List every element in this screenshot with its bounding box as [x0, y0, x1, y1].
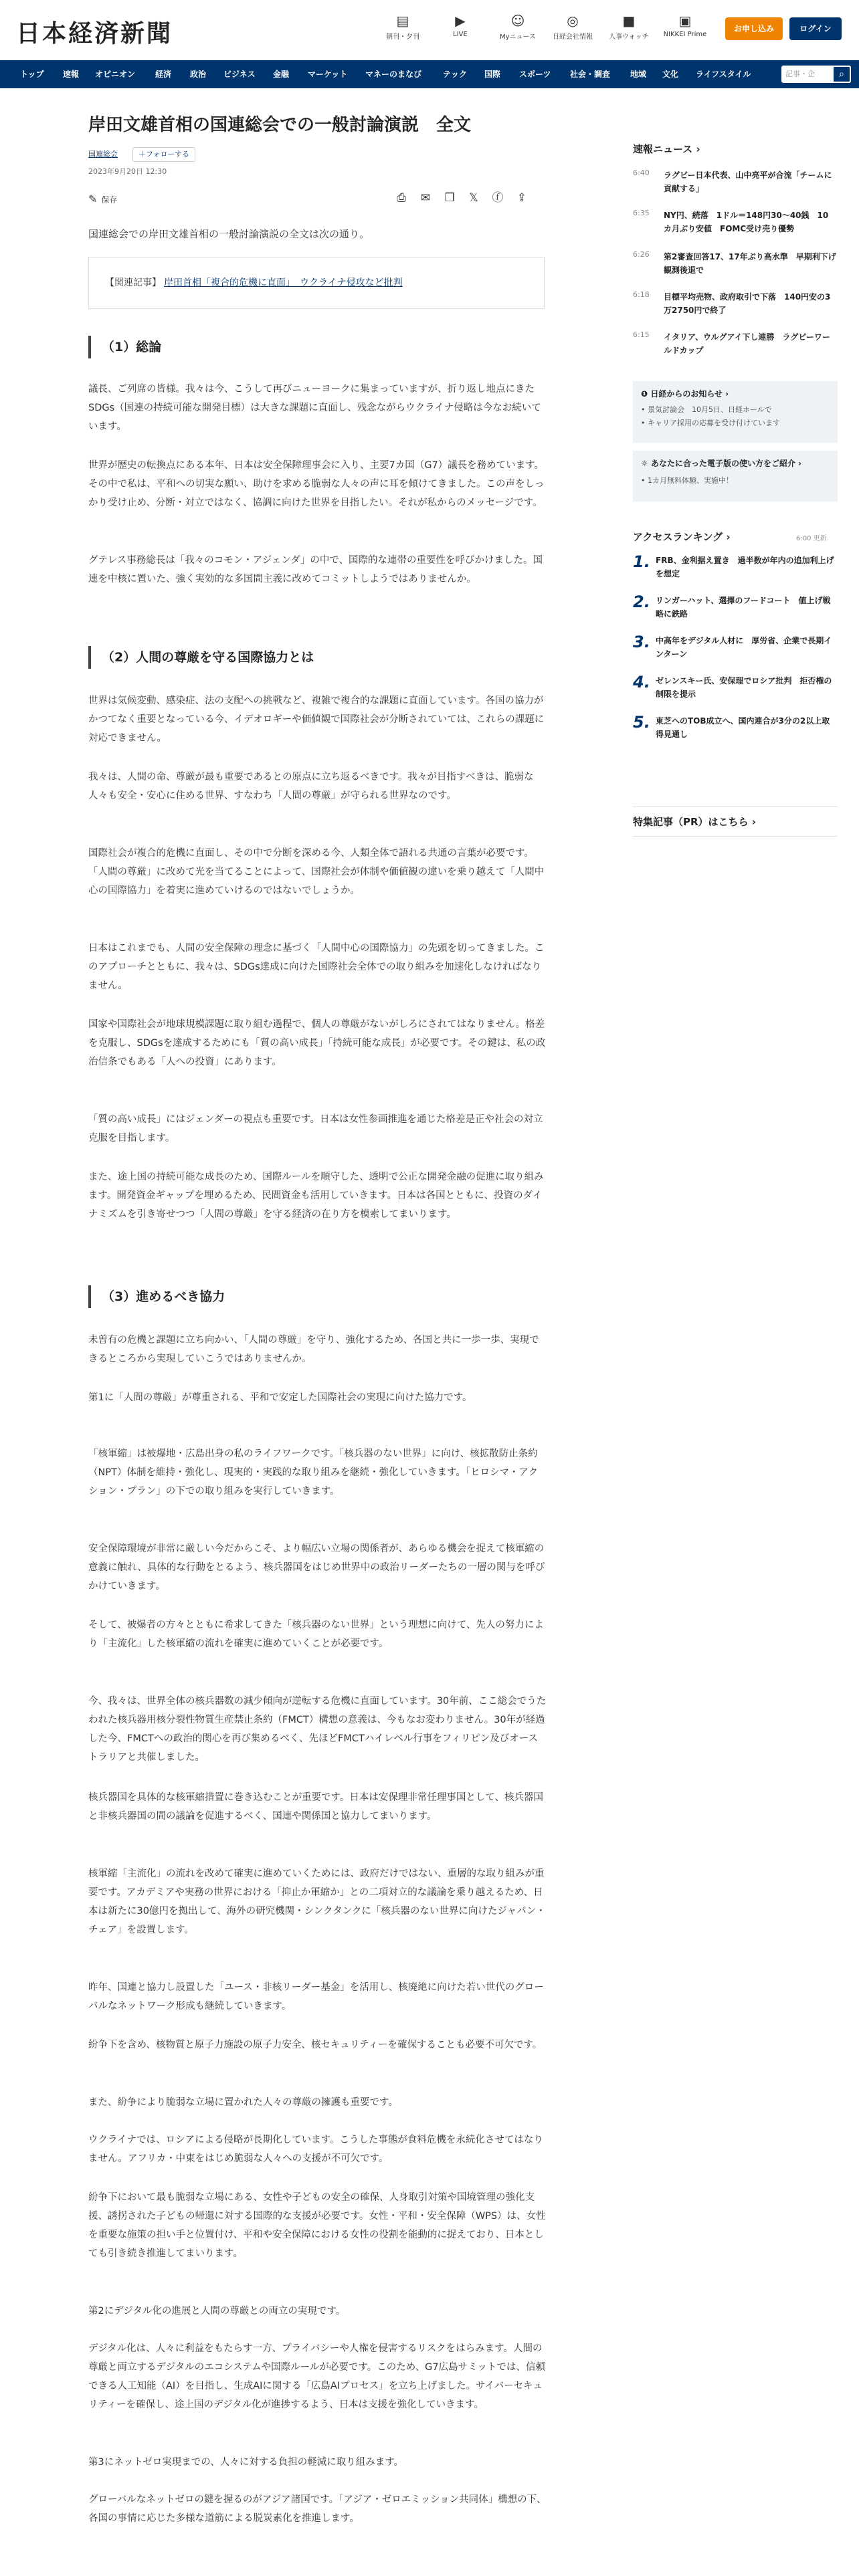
nav-item[interactable]: 金融 — [273, 70, 290, 79]
edition-link[interactable]: ▤ 朝刊・夕刊 — [380, 11, 425, 41]
login-button[interactable]: ログイン — [789, 17, 842, 40]
person-icon: ☺ — [510, 13, 525, 29]
breaking-news-item[interactable]: 6:35 NY円、続落 1ドル＝148円30～40銭 10カ月ぶり安値 FOMC受け売り優勢 — [633, 209, 829, 233]
paragraph: 核兵器国を具体的な核軍縮措置に巻き込むことが重要です。日本は安保理非常任理事国として、核兵器国と非核兵器国の間の議論を促進するべく、国連や関係国と協力してまいります。 — [88, 1792, 544, 1822]
article-lead: 国連総会での岸田文雄首相の一般討論演説の全文は次の通り。 — [88, 228, 370, 240]
prime-link[interactable]: ▣ NIKKEI Prime — [662, 11, 708, 38]
facebook-icon[interactable]: ⓕ — [492, 191, 504, 205]
paragraph: 安全保障環境が非常に厳しい今だからこそ、より幅広い立場の関係者が、あらゆる機会を捉えて核軍縮の意義に触れ、具体的な行動をとるよう、核兵器国をはじめ世界中の政治リーダーたちの一層の関与を呼びかけていきます。 — [88, 1543, 545, 1592]
section-heading: （2）人間の尊厳を守る国際協力とは — [88, 646, 547, 669]
nav-item[interactable]: 文化 — [662, 70, 679, 79]
ranking-item[interactable]: 2. リンガーハット、選擇のフードコート 値上げ戦略に鉄路 — [633, 593, 831, 619]
special-features-link[interactable]: 特集記事（PR）はこちら › — [633, 816, 756, 828]
share-icon[interactable]: ⇪ — [516, 191, 527, 205]
paragraph: 紛争下において最も脆弱な立場にある、女性や子どもの安全の確保、人身取引対策や国境管理の強化支援、誘拐された子どもの帰還に対する国際的な支援が必要です。女性・平和・安全保障（WPS）は、女性を重要な施策の担い手と位置付け、平和や安全保障における女性の役割を能動的に捉えており、日本としても引き続き推進してまいります。 — [88, 2192, 546, 2259]
save-button[interactable]: ✎ 保存 — [88, 193, 118, 205]
paragraph: 「核軍縮」は被爆地・広島出身の私のライフワークです。「核兵器のない世界」に向け、核拡散防止条約（NPT）体制を維持・強化し、現実的・実践的な取り組みを継続・強化していきます。「ヒロシマ・アクション・プラン」の下での取り組みを実行していきます。 — [88, 1448, 539, 1497]
chevron-right-icon: › — [723, 531, 731, 543]
notice-item[interactable]: • キャリア採用の応募を受け付けています — [641, 419, 780, 427]
related-prefix: 【関連記事】 — [105, 278, 161, 288]
watch-icon: ■ — [622, 13, 636, 29]
article-title: 岸田文雄首相の国連総会での一般討論演説 全文 — [88, 115, 472, 135]
prime-icon: ▣ — [678, 13, 692, 29]
nav-item[interactable]: 国際 — [484, 70, 501, 79]
chevron-right-icon: › — [748, 816, 756, 828]
paragraph: 世界は気候変動、感染症、法の支配への挑戦など、複雑で複合的な課題に直面しています。各国の協力がかつてなく重要となっている今、イデオロギーや価値観で国際社会が分断されていては、これらの課題に対応できません。 — [88, 695, 545, 744]
paragraph: ウクライナでは、ロシアによる侵略が長期化しています。こうした事態が食料危機を永続化させてはなりません。アフリカ・中東をはじめ脆弱な人々への支援が不可欠です。 — [88, 2135, 543, 2164]
nav-item[interactable]: 経済 — [155, 70, 172, 79]
nav-item[interactable]: オピニオン — [95, 70, 136, 79]
paragraph: 議長、ご列席の皆様。我々は今、こうして再びニューヨークに集まっていますが、折り返し地点にきたSDGs（国連の持続可能な開発目標）は大きな課題に直面し、残念ながらウクライナ侵略は今なお続いています。 — [88, 384, 541, 432]
search-box[interactable] — [781, 66, 851, 83]
usage-guide-item[interactable]: • 1カ月無料体験、実施中！ — [641, 476, 733, 485]
nav-item[interactable]: 地域 — [630, 70, 647, 79]
paragraph: 我々は、人間の命、尊厳が最も重要であるとの原点に立ち返るべきです。我々が目指すべきは、脆弱な人々も安全・安心に住める世界、すなわち「人間の尊厳」が守られる世界なのです。 — [88, 772, 534, 801]
site-header — [0, 0, 859, 58]
nav-item[interactable]: ライフスタイル — [696, 70, 751, 79]
search-input[interactable]: 記事・企 — [785, 70, 815, 78]
notice-item[interactable]: • 景気討論会 10月5日、日経ホールで — [641, 405, 772, 414]
ranking-heading[interactable]: アクセスランキング › — [633, 531, 731, 543]
nav-item[interactable]: マネーのまなび — [365, 70, 422, 79]
copy-icon[interactable]: ❐ — [444, 191, 455, 205]
topic-link[interactable]: 国連総会 — [88, 150, 118, 158]
ranking-item[interactable]: 5. 東芝へのTOB成立へ、国内連合が3分の2以上取得見通し — [633, 713, 830, 739]
paragraph: また、紛争により脆弱な立場に置かれた人々の尊厳の擁護も重要です。 — [88, 2097, 398, 2108]
paragraph: 第3にネットゼロ実現までの、人々に対する負担の軽減に取り組みます。 — [88, 2457, 404, 2468]
company-icon: ◎ — [567, 13, 579, 29]
publish-date: 2023年9月20日 12:30 — [88, 167, 167, 176]
ranking-item[interactable]: 4. ゼレンスキー氏、安保理でロシア批判 拒否権の制限を提示 — [633, 673, 832, 699]
subscribe-button[interactable]: お申し込み — [725, 17, 783, 40]
breaking-news-item[interactable]: 6:18 目標平均売物、政府取引で下落 140円安の3万2750円で終了 — [633, 290, 831, 315]
nav-item[interactable]: 政治 — [190, 70, 207, 79]
ranking-updated: 6:00 更新 — [796, 535, 827, 542]
nav-item[interactable]: スポーツ — [519, 70, 551, 79]
main-nav — [0, 60, 859, 88]
paragraph: そして、被爆者の方々とともに希求してきた「核兵器のない世界」という理想に向けて、先人の努力により「主流化」した核軍縮の流れを確実に進めていくことが必要です。 — [88, 1620, 544, 1649]
paragraph: 昨年、国連と協力し設置した「ユース・非核リーダー基金」を活用し、核廃絶に向けた若い世代のグローバルなネットワーク形成も継続していきます。 — [88, 1982, 544, 2012]
paragraph: 世界が歴史の転換点にある本年、日本は安全保障理事会に入り、主要7カ国（G7）議長を務めています。その中で私は、平和への切実な願い、助けを求める脆弱な人々の声に耳を傾けてきました。この声をしっかり受け止め、分断・対立ではなく、協調に向けた世界を目指したい。それが私からのメッセージです。 — [88, 460, 545, 508]
paragraph: 第1に「人間の尊厳」が尊重される、平和で安定した国際社会の実現に向けた協力です。 — [88, 1392, 472, 1403]
paragraph: デジタル化は、人々に利益をもたらす一方、プライバシーや人権を侵害するリスクをはらみます。人間の尊厳と両立するデジタルのエコシステムや国際ルールが必要です。このため、G7広島サミットでは、信頼できる人工知能（AI）を目指し、生成AIに関する「広島AIプロセス」を立ち上げました。サイバーセキュリティーを確保し、途上国のデジタル化が進捗するよう、日本は支援を強化していきます。 — [88, 2343, 545, 2410]
paragraph: 国際社会が複合的危機に直面し、その中で分断を深める今、人類全体で語れる共通の言葉が必要です。「人間の尊厳」に改めて光を当てることによって、国際社会が体制や価値観の違いを乗り越えて「人間中心の国際協力」を着実に進めていけるのではないでしょうか。 — [88, 848, 545, 896]
print-icon[interactable]: ⎙ — [397, 191, 406, 205]
section-heading: （3）進めるべき協力 — [88, 1285, 547, 1308]
plus-icon: ＋ — [138, 150, 146, 158]
paragraph: 核軍縮「主流化」の流れを改めて確実に進めていくためには、政府だけではない、重層的な取り組みが重要です。アカデミアや実務の世界における「抑止か軍縮か」との二項対立的な議論を乗り越えるため、日本は新たに30億円を拠出して、海外の研究機関・シンクタンクに「核兵器のない世界に向けたジャパン・チェア」を設置します。 — [88, 1868, 546, 1935]
ranking-item[interactable]: 3. 中高年をデジタル人材に 厚労省、企業で長期インターン — [633, 633, 832, 659]
live-link[interactable]: ▶ LIVE — [438, 11, 483, 38]
related-article-link[interactable]: 岸田首相「複合的危機に直面」 ウクライナ侵攻など批判 — [164, 278, 403, 288]
nav-item[interactable]: マーケット — [308, 70, 348, 79]
breaking-news-item[interactable]: 6:26 第2審査回答17、17年ぶり高水準 早期利下げ観測後退で — [633, 250, 836, 275]
breaking-news-heading[interactable]: 速報ニュース › — [633, 143, 700, 155]
paragraph: 「質の高い成長」にはジェンダーの視点も重要です。日本は女性参画推進を通じた格差是正や社会の対立克服を目指します。 — [88, 1114, 543, 1144]
usage-guide-box[interactable]: ☼ あなたに合った電子版の使い方をご紹介 › • 1カ月無料体験、実施中！ — [633, 451, 838, 502]
info-icon: ❶ — [641, 389, 651, 399]
nav-item[interactable]: トップ — [20, 70, 44, 79]
nikkei-logo[interactable]: 日本経済新聞 — [16, 19, 173, 47]
mail-icon[interactable]: ✉ — [420, 191, 431, 205]
nav-item[interactable]: ビジネス — [223, 70, 256, 79]
company-info-link[interactable]: ◎ 日経会社情報 — [550, 11, 595, 41]
ranking-item[interactable]: 1. FRB、金利据え置き 過半数が年内の追加利上げを想定 — [633, 552, 834, 578]
mynews-link[interactable]: ☺ Myニュース — [495, 11, 541, 41]
chevron-right-icon: › — [692, 143, 700, 155]
paragraph: 国家や国際社会が地球規模課題に取り組む過程で、個人の尊厳がないがしろにされてはなりません。格差を克服し、SDGsを達成するためにも「質の高い成長」「持続可能な成長」が必要です。その鍵は、私の政治信条でもある「人への投資」にあります。 — [88, 1019, 546, 1067]
nav-item[interactable]: 速報 — [63, 70, 80, 79]
breaking-news-item[interactable]: 6:15 イタリア、ウルグアイ下し連勝 ラグビーワールドカップ — [633, 330, 830, 355]
section-heading: （1）総論 — [88, 336, 547, 358]
nav-item[interactable]: 社会・調査 — [570, 70, 611, 79]
paragraph: 今、我々は、世界全体の核兵器数の減少傾向が逆転する危機に直面しています。30年前、ここ総会でうたわれた核兵器用核分裂性物質生産禁止条約（FMCT）構想の意義は、今もなお変わりません。30年が経過した今、FMCTへの政治的関心を再び集めるべく、先ほどFMCTハイレベル行事をフィリピン及びオーストラリアと共催しました。 — [88, 1696, 547, 1763]
lightbulb-icon: ☼ — [641, 459, 651, 468]
follow-button[interactable]: ＋フォローする — [132, 147, 195, 162]
divider — [633, 836, 838, 837]
paragraph: 未曽有の危機と課題に立ち向かい、「人間の尊厳」を守り、強化するため、各国と共に一歩一歩、実現できるところから実現していこうではありませんか。 — [88, 1335, 539, 1364]
newspaper-icon: ▤ — [396, 13, 409, 29]
paragraph: 日本はこれまでも、人間の安全保障の理念に基づく「人間中心の国際協力」の先頭を切ってきました。このアプローチとともに、我々は、SDGs達成に向けた国際社会全体での取り組みを加速化しなければなりません。 — [88, 943, 545, 991]
notice-box[interactable]: ❶ 日経からのお知らせ › • 景気討論会 10月5日、日経ホールで • キャリア採用の応募を受け付けています — [633, 381, 838, 443]
clip-icon: ✎ — [88, 193, 98, 205]
paragraph: グローバルなネットゼロの鍵を握るのがアジア諸国です。「アジア・ゼロエミッション共同体」構想の下、各国の事情に応じた多様な道筋による脱炭素化を推進します。 — [88, 2494, 547, 2524]
twitter-icon[interactable]: 𝕏 — [469, 191, 478, 205]
paragraph: 第2にデジタル化の進展と人間の尊厳との両立の実現です。 — [88, 2306, 346, 2317]
personnel-watch-link[interactable]: ■ 人事ウォッチ — [606, 11, 652, 41]
related-article-box — [88, 257, 545, 309]
paragraph: グテレス事務総長は「我々のコモン・アジェンダ」の中で、国際的な連帯の重要性を呼びかけました。国連を中核に置いた、強く実効的な多国間主義に改めてコミットしようではありませんか。 — [88, 555, 543, 584]
breaking-news-item[interactable]: 6:40 ラグビー日本代表、山中亮平が合流「チームに貢献する」 — [633, 169, 832, 193]
paragraph: 紛争下を含め、核物質と原子力施設の原子力安全、核セキュリティーを確保することも必要不可欠です。 — [88, 2040, 543, 2050]
search-icon[interactable]: ⌕ — [832, 66, 851, 83]
paragraph: また、途上国の持続可能な成長のため、国際ルールを順守した、透明で公正な開発金融の促進に取り組みます。開発資金ギャップを埋めるため、民間資金も活用していきます。日本は各国とともに、投資のダイナミズムを引き寄せつつ「人間の尊厳」を守る経済の在り方を模索してまいります。 — [88, 1172, 544, 1220]
nav-item[interactable]: テック — [443, 70, 468, 79]
live-icon: ▶ — [455, 13, 466, 29]
